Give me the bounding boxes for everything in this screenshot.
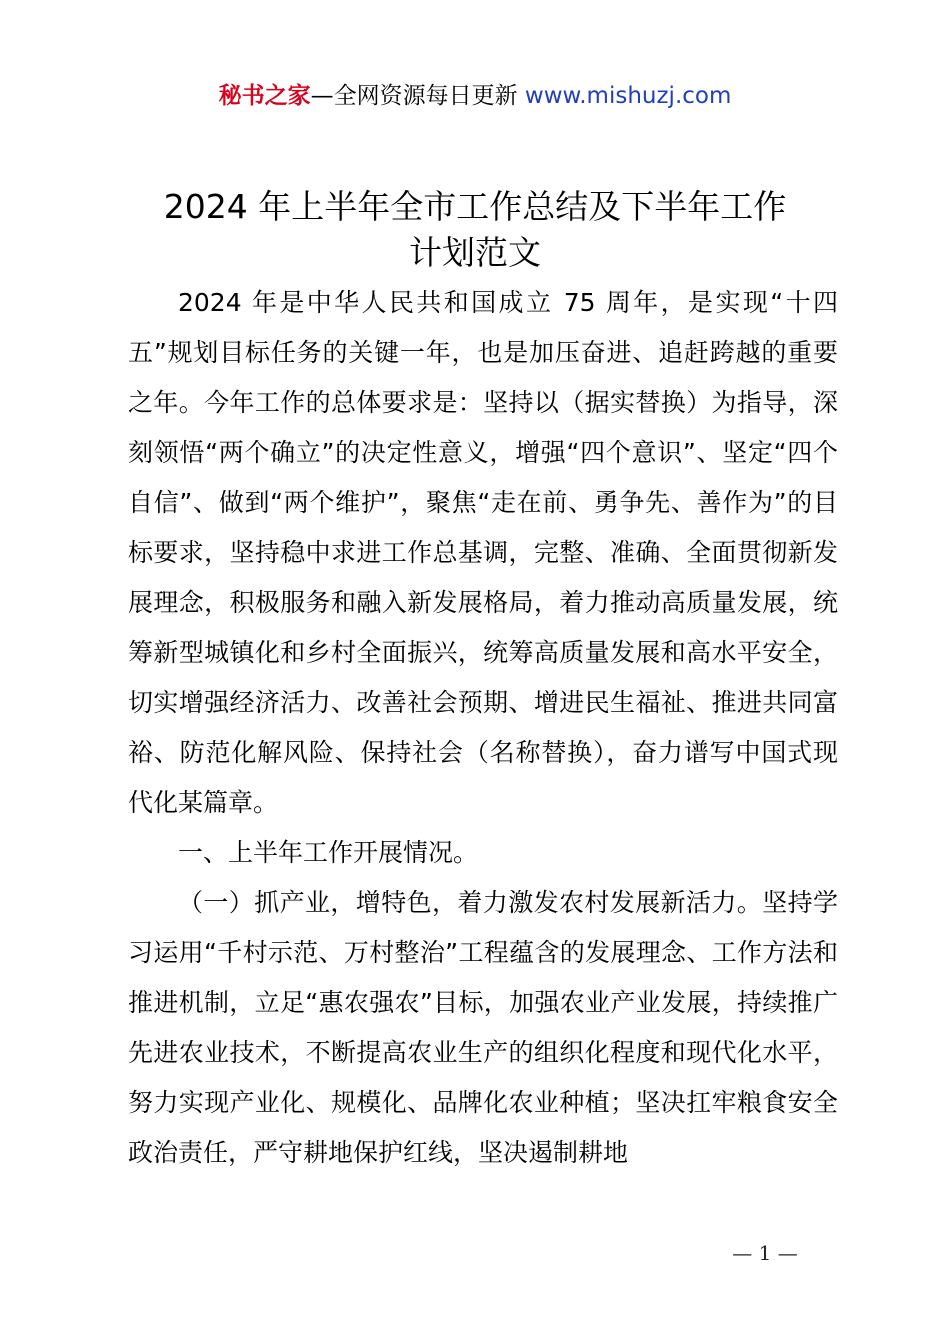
site-url-link[interactable]: www.mishuzj.com <box>524 83 732 109</box>
brand-name: 秘书之家 <box>218 83 311 109</box>
paragraph-section-1-1: （一）抓产业，增特色，着力激发农村发展新活力。坚持学习运用“千村示范、万村整治”工程蕴含的发展理念、工作方法和推进机制，立足“惠农强农”目标，加强农业产业发展，持续推广先进农业技术，不断提高农业生产的组织化程度和现代化水平，努力实现产业化、规模化、品牌化农业种植；坚决扛牢粮食安全政治责任，严守耕地保护红线，坚决遏制耕地 <box>128 888 838 1167</box>
paragraph-intro: 2024 年是中华人民共和国成立 75 周年，是实现“十四五”规划目标任务的关键一年，也是加压奋进、追赶跨越的重要之年。今年工作的总体要求是：坚持以（据实替换）为指导，深刻领悟“两个确立”的决定性意义，增强“四个意识”、坚定“四个自信”、做到“两个维护”，聚焦“走在前、勇争先、善作为”的目标要求，坚持稳中求进工作总基调，完整、准确、全面贯彻新发展理念，积极服务和融入新发展格局，着力推动高质量发展，统筹新型城镇化和乡村全面振兴，统筹高质量发展和高水平安全，切实增强经济活力、改善社会预期、增进民生福祉、推进共同富裕、防范化解风险、保持社会（名称替换），奋力谱写中国式现代化某篇章。 <box>128 288 838 817</box>
section-heading-1: 一、上半年工作开展情况。 <box>178 838 479 867</box>
document-title-line-1: 2024 年上半年全市工作总结及下半年工作 <box>163 187 787 226</box>
document-title-line-2: 计划范文 <box>409 233 541 272</box>
document-title <box>60 184 890 276</box>
page-number: — 1 — <box>732 1241 798 1265</box>
site-header <box>0 80 950 112</box>
document-body <box>128 278 838 1178</box>
header-tagline: —全网资源每日更新 <box>310 83 518 109</box>
